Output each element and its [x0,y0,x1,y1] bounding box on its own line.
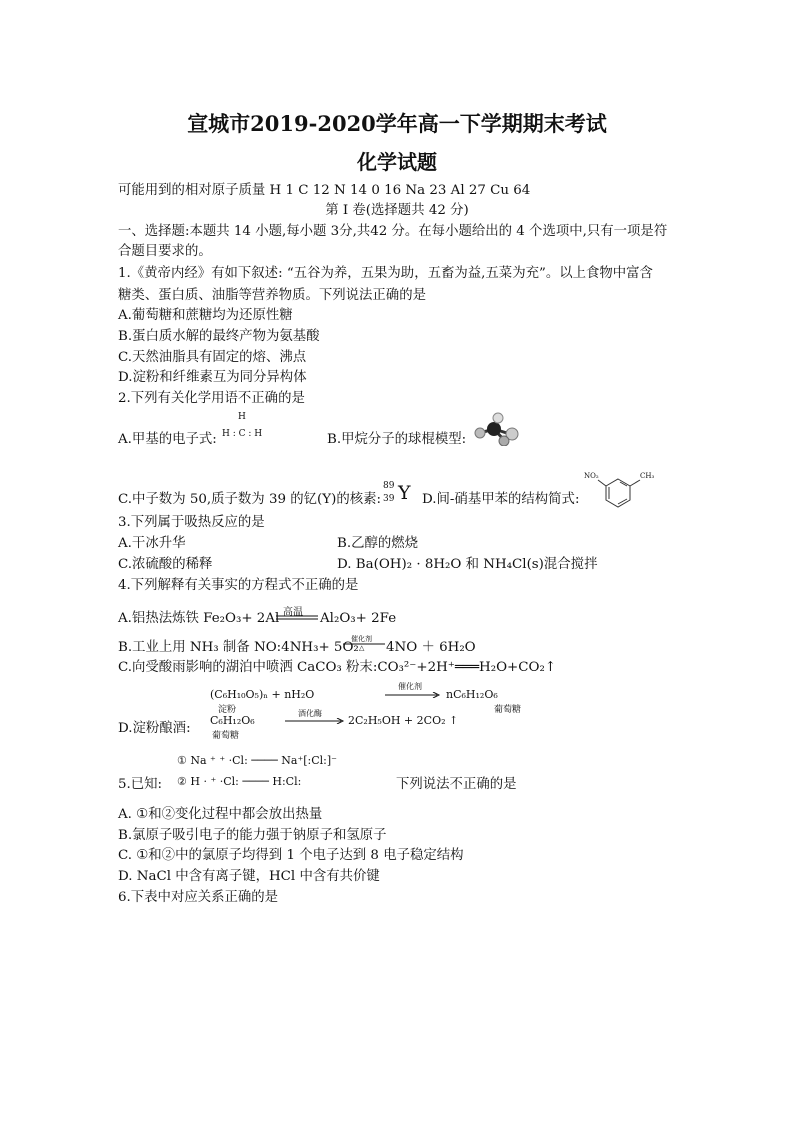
q1-option-a: A.葡萄糖和蔗糖均为还原性糖 [118,308,293,323]
q2-no2-label: NO₂ [584,472,599,480]
q4-d-eq2-under-glucose: 葡萄糖 [212,731,240,741]
q4-option-d-label: D.淀粉酿酒: [118,721,191,736]
q4-a-equals-sign [276,615,318,621]
q3-option-c: C.浓硫酸的稀释 [118,557,213,572]
q2-option-b: B.甲烷分子的球棍模型: [327,432,467,447]
q5-stem-prefix: 5.已知: [118,777,163,792]
q5-option-a: A. ①和②变化过程中都会放出热量 [118,807,323,822]
q5-eq2: ② H · ⁺ ·Cl: ──── H:Cl: [177,775,302,788]
q4-option-c: C.向受酸雨影响的湖泊中喷洒 CaCO₃ 粉末:CO₃²⁻+2H⁺═══H₂O+CO₂↑ [118,660,557,675]
section-intro-line-2: 合题目要求的。 [118,244,212,259]
q2-nuclide-mass-number: 89 [383,481,395,491]
q4-d-eq1-left: (C₆H₁₀O₅)ₙ + nH₂O [210,688,315,701]
q4-d-eq1-condition: 催化剂 [398,682,422,691]
q6-stem: 6.下表中对应关系正确的是 [118,890,279,905]
q4-d-eq2-condition: 酒化酶 [298,709,322,718]
q3-option-d: D. Ba(OH)₂ · 8H₂O 和 NH₄Cl(s)混合搅拌 [337,557,598,572]
q1-stem-line-2: 糖类、蛋白质、油脂等营养物质。下列说法正确的是 [118,288,426,303]
q4-a-condition: 高温 [283,607,303,618]
q1-option-c: C.天然油脂具有固定的熔、沸点 [118,350,307,365]
q4-d-eq2-arrow [285,718,345,724]
q1-option-d: D.淀粉和纤维素互为同分异构体 [118,370,307,385]
q4-b-condition: 催化剂 [351,635,372,643]
q4-b-heat-symbol: △ [359,644,365,652]
q4-stem: 4.下列解释有关事实的方程式不正确的是 [118,578,359,593]
q4-d-eq1-right: nC₆H₁₂O₆ [446,688,498,701]
q2-option-c: C.中子数为 50,质子数为 39 的钇(Y)的核素: [118,492,382,507]
q2-option-a: A.甲基的电子式: [118,432,217,447]
q4-option-b-right: 4NO ＋ 6H₂O [386,640,476,655]
q4-d-eq1-under-glucose: 葡萄糖 [494,705,522,715]
q2-nuclide-symbol: Y [398,482,411,504]
q3-option-a: A.干冰升华 [118,536,186,551]
q4-d-eq2-left: C₆H₁₂O₆ [210,714,255,727]
q4-option-b-left: B.工业上用 NH₃ 制备 NO:4NH₃+ 5O₂ [118,640,359,655]
methane-ball-stick-model [472,412,524,446]
q5-option-d: D. NaCl 中含有离子键，HCl 中含有共价键 [118,869,380,884]
q4-option-a-right: Al₂O₃+ 2Fe [320,611,397,626]
q2-methyl-h-top: H [238,412,246,422]
q3-stem: 3.下列属于吸热反应的是 [118,515,265,530]
section-heading: 第 I 卷(选择题共 42 分) [325,203,469,218]
q2-stem: 2.下列有关化学用语不正确的是 [118,391,305,406]
q4-d-eq1-arrow [385,692,441,698]
q4-d-eq1-under-starch: 淀粉 [218,705,237,715]
q3-option-b: B.乙醇的燃烧 [337,536,419,551]
q4-d-eq2-right: 2C₂H₅OH + 2CO₂ ↑ [348,714,459,727]
q1-option-b: B.蛋白质水解的最终产物为氨基酸 [118,329,320,344]
q5-stem-suffix: 下列说法不正确的是 [396,777,517,792]
q2-ch3-label: CH₃ [640,472,655,480]
q2-nuclide-atomic-number: 39 [383,494,395,504]
q5-option-b: B.氯原子吸引电子的能力强于钠原子和氢原子 [118,828,387,843]
page-subtitle: 化学试题 [357,150,437,174]
q2-option-d: D.间-硝基甲苯的结构简式: [422,492,580,507]
section-intro-line-1: 一、选择题:本题共 14 小题,每小题 3分,共42 分。在每小题给出的 4 个选项中,只有一项是符 [118,224,668,239]
q2-methyl-electron-formula: H : C : H [222,429,263,439]
q5-eq1: ① Na ⁺ ⁺ ·Cl: ──── Na⁺[:Cl:]⁻ [177,754,337,767]
q4-option-a-left: A.铝热法炼铁 Fe₂O₃+ 2Al [118,611,280,626]
q1-stem-line-1: 1.《黄帝内经》有如下叙述: “五谷为养，五果为助，五畜为益,五菜为充”。以上食物中富含 [118,266,653,281]
q5-option-c: C. ①和②中的氯原子均得到 1 个电子达到 8 电子稳定结构 [118,848,464,863]
atomic-masses: 可能用到的相对原子质量 H 1 C 12 N 14 0 16 Na 23 Al 27 Cu 64 [118,183,531,198]
page-title: 宣城市2019-2020学年高一下学期期末考试 [187,111,607,136]
